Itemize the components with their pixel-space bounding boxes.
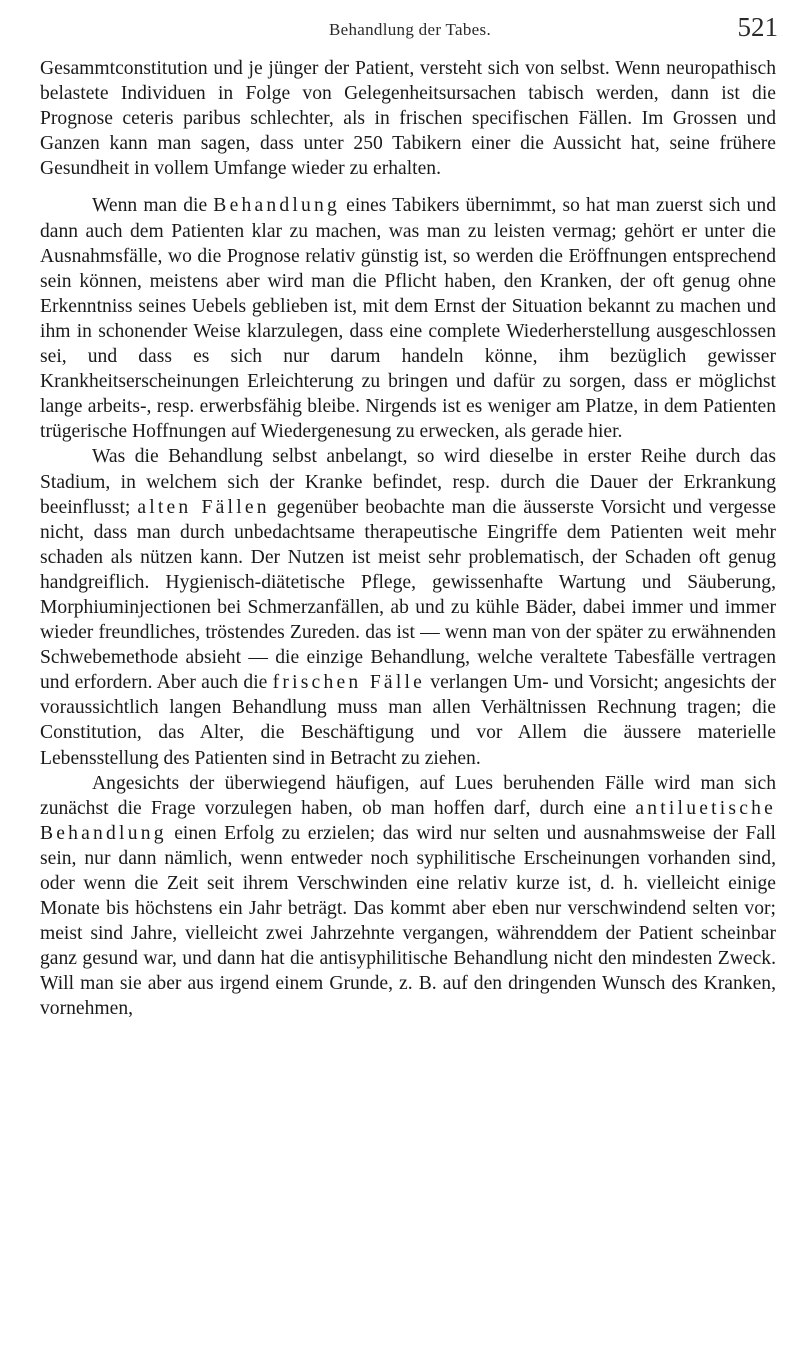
paragraph-4-emphasis-antiluetische-behandlung: antiluetische Behandlung [40, 797, 776, 844]
paragraph-3-text-b: gegenüber beobachte man die äusserste Vorsicht und vergesse nicht, dass man durch unbedachtsame therapeutische Eingriffe dem Patienten weit mehr schaden als nützen kann. Der Nutzen ist meist sehr problematisch, der Schaden oft genug handgreiflich. Hygienisch-diätetische Pflege, gewissenhafte Wartung und Säuberung, Morphiuminjectionen bei Schmerzanfällen, ab und zu kühle Bäder, dabei immer und immer wieder freundliches, tröstendes Zureden. das ist — wenn man von der später zu erwähnenden Schwebemethode absieht — die einzige Behandlung, welche veraltete Tabesfälle vertragen und erfordern. Aber auch die [40, 496, 776, 694]
paragraph-3-text-c: verlangen Um- und Vorsicht; angesichts der voraussichtlich langen Behandlung muss man allen Verhältnissen Rechnung tragen; die Constitution, das Alter, die Beschäftigung und vor Allem die äussere materielle Lebensstellung des Patienten sind in Betracht zu ziehen. [40, 672, 776, 769]
paragraph-3-text-a: Was die Behandlung selbst anbelangt, so wird dieselbe in erster Reihe durch das Stadium, in welchem sich der Kranke befindet, resp. durch die Dauer der Erkrankung beeinflusst; [40, 446, 776, 518]
running-head [40, 12, 780, 52]
paragraph-3-emphasis-alten-faellen: alten Fällen [137, 496, 270, 518]
running-title: Behandlung der Tabes. [328, 20, 491, 39]
paragraph-4-text-a: Angesichts der überwiegend häufigen, auf Lues beruhenden Fälle wird man sich zunächst die Frage vorzulegen haben, ob man hoffen darf, durch eine [40, 772, 776, 819]
paragraph-2-text-a: Wenn man die [92, 195, 214, 217]
paragraph-1 [40, 56, 776, 181]
paragraph-3-emphasis-frischen-faelle: frischen Fälle [272, 672, 426, 694]
paragraph-4 [40, 771, 776, 1022]
page-number: 521 [737, 12, 778, 42]
body-text [40, 56, 776, 1022]
paragraph-2 [40, 193, 776, 444]
paragraph-2-emphasis-behandlung: Behandlung [213, 195, 340, 217]
paragraph-4-text-b: einen Erfolg zu erzielen; das wird nur selten und ausnahmsweise der Fall sein, nur dann nämlich, wenn entweder noch syphilitische Erscheinungen vorhanden sind, oder wenn die Zeit seit ihrem Verschwinden eine relativ kurze ist, d. h. vielleicht einige Monate bis höchstens ein Jahr beträgt. Das kommt aber eben nur verschwindend selten vor; meist sind Jahre, vielleicht zwei Jahrzehnte vergangen, währenddem der Patient scheinbar ganz gesund war, und dann hat die antisyphilitische Behandlung nicht den mindesten Zweck. Will man sie aber aus irgend einem Grunde, z. B. auf den dringenden Wunsch des Kranken, vornehmen, [40, 822, 776, 1020]
paragraph-1-text: Gesammtconstitution und je jünger der Patient, versteht sich von selbst. Wenn neuropathisch belastete Individuen in Folge von Gelegenheitsursachen tabisch werden, dann ist die Prognose ceteris paribus schlechter, als in frischen specifischen Fällen. Im Grossen und Ganzen kann man sagen, dass unter 250 Tabikern einer die Aussicht hat, seine frühere Gesundheit in vollem Umfange wieder zu erhalten. [40, 58, 776, 180]
paragraph-2-text-b: eines Tabikers übernimmt, so hat man zuerst sich und dann auch dem Patienten klar zu machen, was man zu leisten vermag; gehört er unter die Ausnahmsfälle, wo die Prognose relativ günstig ist, so werden die Eröffnungen entsprechend sein können, meistens aber wird man die Pflicht haben, den Kranken, der oft genug ohne Erkenntniss seines Uebels geblieben ist, mit dem Ernst der Situation bekannt zu machen und ihm in schonender Weise klarzulegen, dass eine complete Wiederherstellung ausgeschlossen sei, und dass es sich nur darum handeln könne, ihm bezüglich gewisser Krankheitserscheinungen Erleichterung zu bringen und dafür zu sorgen, dass er möglichst lange arbeits-, resp. erwerbsfähig bleibe. Nirgends ist es weniger am Platze, in dem Patienten trügerische Hoffnungen auf Wiedergenesung zu erwecken, als gerade hier. [40, 195, 776, 443]
paragraph-3 [40, 444, 776, 770]
